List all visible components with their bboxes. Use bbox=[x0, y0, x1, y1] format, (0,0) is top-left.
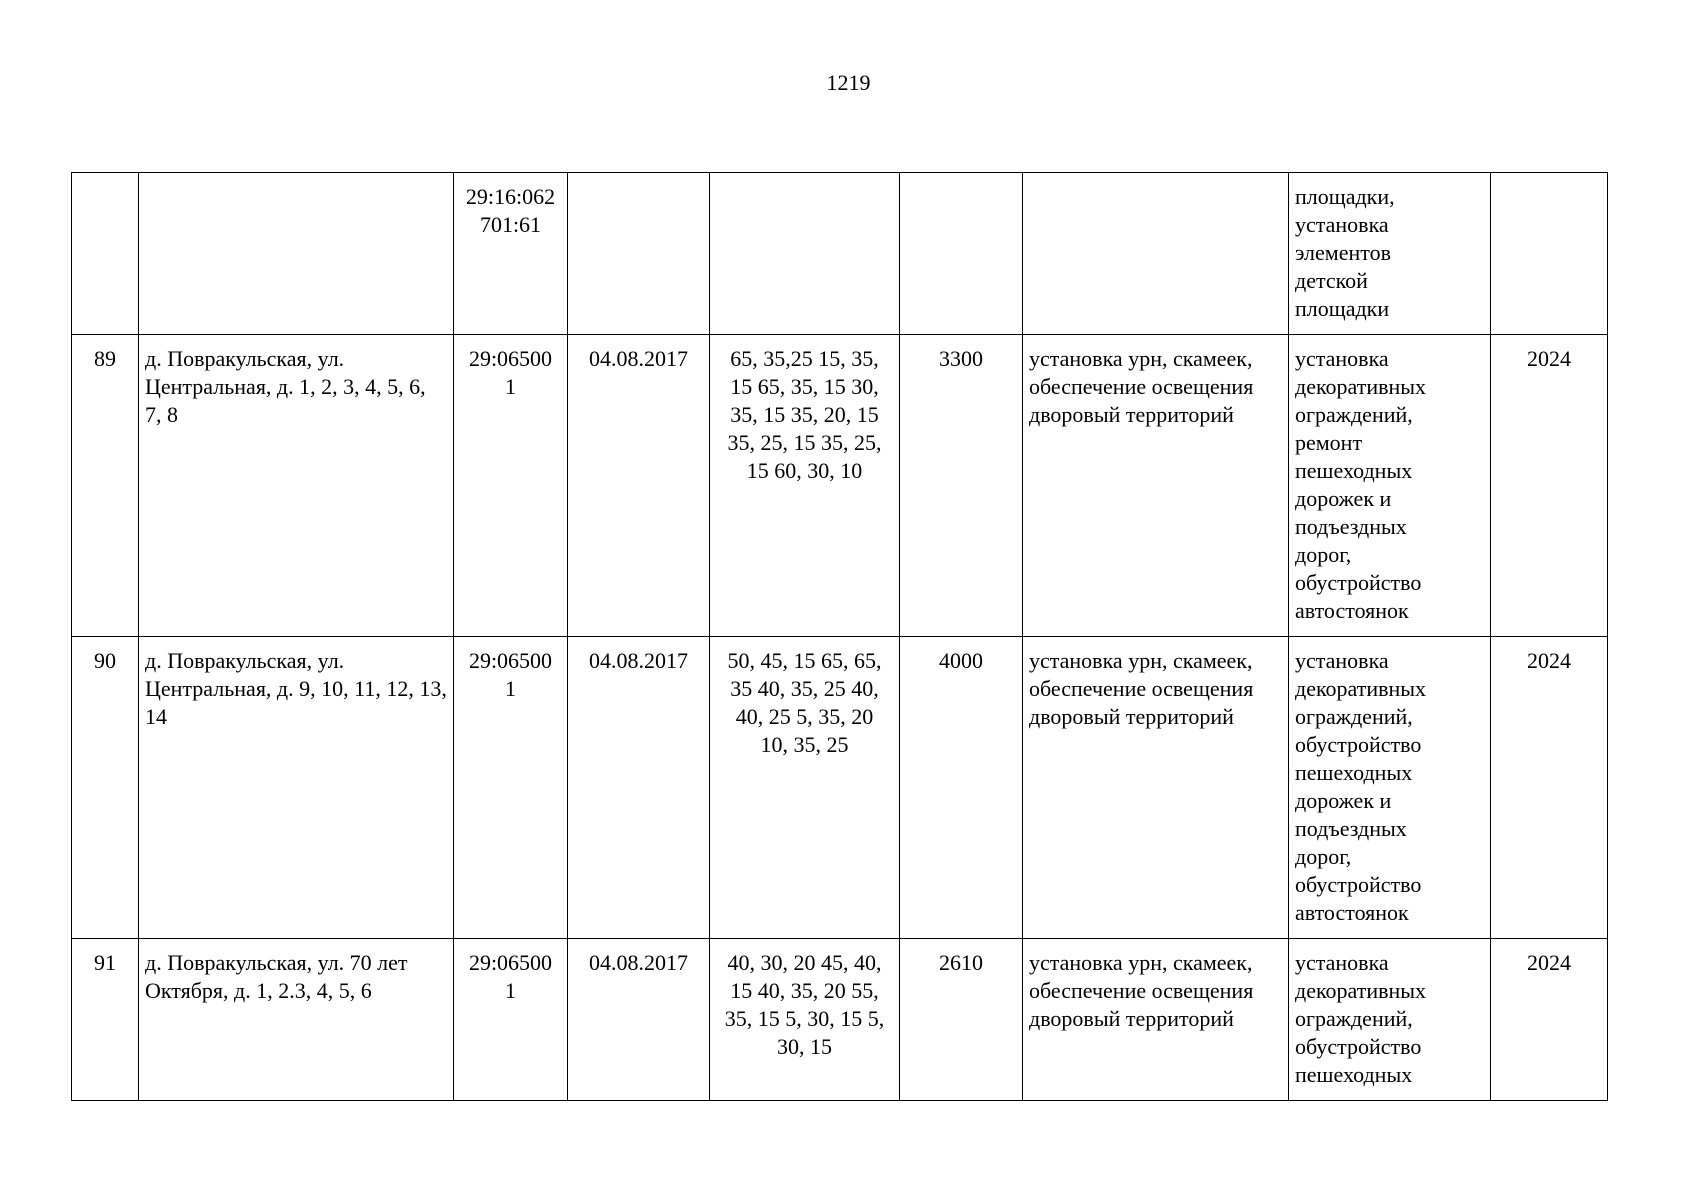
cadastral-cell: 29:06500 1 bbox=[454, 335, 568, 637]
address-cell bbox=[139, 173, 454, 335]
row-number-cell: 90 bbox=[72, 637, 139, 939]
row-number-cell: 89 bbox=[72, 335, 139, 637]
cadastral-cell: 29:06500 1 bbox=[454, 637, 568, 939]
year-cell: 2024 bbox=[1491, 335, 1608, 637]
dimensions-cell: 40, 30, 20 45, 40, 15 40, 35, 20 55, 35, 15 5, 30, 15 5, 30, 15 bbox=[710, 939, 900, 1101]
dimensions-cell: 50, 45, 15 65, 65, 35 40, 35, 25 40, 40, 25 5, 35, 20 10, 35, 25 bbox=[710, 637, 900, 939]
year-cell bbox=[1491, 173, 1608, 335]
additional-works-cell: установка декоративных ограждений, обустройство пешеходных bbox=[1289, 939, 1491, 1101]
date-cell bbox=[568, 173, 710, 335]
date-cell: 04.08.2017 bbox=[568, 637, 710, 939]
additional-works-cell: установка декоративных ограждений, обустройство пешеходных дорожек и подъездных дорог, обустройство автостоянок bbox=[1289, 637, 1491, 939]
additional-works-cell: установка декоративных ограждений, ремонт пешеходных дорожек и подъездных дорог, обустройство автостоянок bbox=[1289, 335, 1491, 637]
area-cell bbox=[900, 173, 1023, 335]
minimum-works-cell bbox=[1023, 173, 1289, 335]
additional-works-cell: площадки, установка элементов детской площадки bbox=[1289, 173, 1491, 335]
date-cell: 04.08.2017 bbox=[568, 335, 710, 637]
minimum-works-cell: установка урн, скамеек, обеспечение освещения дворовый территорий bbox=[1023, 939, 1289, 1101]
dimensions-cell: 65, 35,25 15, 35, 15 65, 35, 15 30, 35, 15 35, 20, 15 35, 25, 15 35, 25, 15 60, 30, 10 bbox=[710, 335, 900, 637]
page-number: 1219 bbox=[826, 70, 871, 95]
minimum-works-cell: установка урн, скамеек, обеспечение освещения дворовый территорий bbox=[1023, 335, 1289, 637]
year-cell: 2024 bbox=[1491, 637, 1608, 939]
area-cell: 4000 bbox=[900, 637, 1023, 939]
minimum-works-cell: установка урн, скамеек, обеспечение освещения дворовый территорий bbox=[1023, 637, 1289, 939]
address-cell: д. Повракульская, ул. Центральная, д. 9, 10, 11, 12, 13, 14 bbox=[139, 637, 454, 939]
year-cell: 2024 bbox=[1491, 939, 1608, 1101]
table-row bbox=[72, 939, 1608, 1101]
area-cell: 2610 bbox=[900, 939, 1023, 1101]
table-row bbox=[72, 335, 1608, 637]
dimensions-cell bbox=[710, 173, 900, 335]
works-table bbox=[71, 172, 1608, 1101]
address-cell: д. Повракульская, ул. Центральная, д. 1, 2, 3, 4, 5, 6, 7, 8 bbox=[139, 335, 454, 637]
row-number-cell: 91 bbox=[72, 939, 139, 1101]
cadastral-cell: 29:06500 1 bbox=[454, 939, 568, 1101]
row-number-cell bbox=[72, 173, 139, 335]
date-cell: 04.08.2017 bbox=[568, 939, 710, 1101]
cadastral-cell: 29:16:062 701:61 bbox=[454, 173, 568, 335]
area-cell: 3300 bbox=[900, 335, 1023, 637]
address-cell: д. Повракульская, ул. 70 лет Октября, д. 1, 2.3, 4, 5, 6 bbox=[139, 939, 454, 1101]
table-row bbox=[72, 173, 1608, 335]
table-row bbox=[72, 637, 1608, 939]
